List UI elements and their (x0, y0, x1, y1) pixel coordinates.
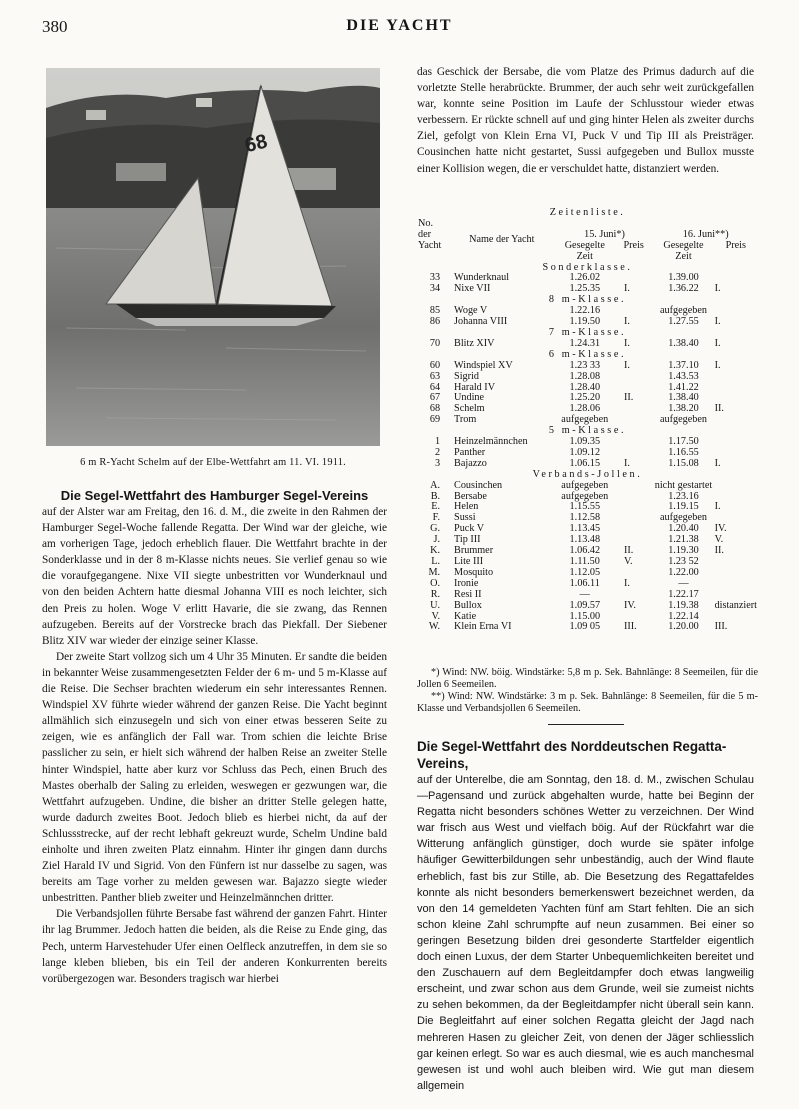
paragraph: auf der Alster war am Freitag, den 16. d. M., die zweite in den Rahmen der Hamburger Segel-Woche fallende Regatta. Der Wind war der gleiche, wie am vorherigen Tage, jedoch erheblich flauer. Die Wettfahrt brachte in der Sonderklasse und in der 8 m-Klasse nichts neues. Sie verlief genau so wie die voraufgegangene. Nixe VII siegte unbestritten vor Wunderknaul und von den beiden Achtern hatte diesmal Johanna VIII es noch leichter, sich den Preis zu holen. Woge V erlitt Havarie, die sie zwang, das Rennen aufzugeben. Bereits auf der Vorstrecke brach das Piekfall. Der Siebener Blitz XIV war wieder der einzige seiner Klasse. (42, 506, 387, 647)
time-day1: — (579, 588, 590, 600)
time-day2: 1.23 52 (668, 556, 699, 567)
prize-day1 (614, 273, 653, 284)
running-title: DIE YACHT (346, 17, 453, 34)
yacht-number: 3 (434, 457, 441, 469)
time-day2: 1.17.50 (668, 436, 699, 448)
time-day2: — (678, 577, 689, 589)
paragraph: Die Verbandsjollen führte Bersabe fast während der ganzen Fahrt. Hinter ihr lag Brummer. Jedoch hatten die beiden, als die Reise zu Ende ging, das Pech, unterm Harvestehuder Ufer einen Oelfleck anzutreffen, in dem sie so lange kleben blieben, bis ein Teil der anderen Konkurrenten bereits vorübergezogen war. Besonders tragisch war hierbei (42, 908, 387, 985)
prize-day1 (614, 513, 653, 524)
col-header-name: Name der Yacht (469, 234, 535, 246)
time-day2: aufgegeben (659, 414, 707, 426)
yacht-name: Undine (454, 392, 485, 404)
time-day1: 1.26.02 (569, 272, 601, 284)
prize-day2 (714, 568, 758, 579)
prize-day2: V. (714, 534, 724, 546)
table-row (417, 622, 758, 633)
yacht-number: 63 (429, 370, 441, 382)
prize-day2 (714, 557, 758, 568)
time-day2: 1.19.30 (668, 545, 699, 557)
yacht-name: Woge V (454, 305, 488, 317)
yacht-number: 2 (434, 446, 441, 458)
yacht-photo-image (46, 68, 380, 446)
table-row (417, 601, 758, 612)
time-day2: 1.38.40 (668, 337, 699, 349)
time-day1: 1.06.15 (569, 457, 601, 469)
yacht-name: Cousinchen (454, 479, 503, 491)
time-day1: 1.15.00 (569, 610, 601, 622)
yacht-name: Harald IV (454, 381, 496, 393)
yacht-name: Katie (454, 610, 477, 622)
prize-day2: I. (714, 359, 721, 371)
prize-day1: I. (623, 577, 630, 589)
col-header-prize: Preis (623, 239, 644, 251)
prize-day2: I. (714, 283, 721, 295)
yacht-number: 1 (434, 436, 441, 448)
col-header-time-b: Zeit (675, 250, 692, 262)
time-day2: 1.38.40 (668, 392, 699, 404)
table-row (417, 361, 758, 372)
prize-day1 (614, 383, 653, 394)
yacht-number: G. (430, 523, 441, 535)
yacht-name: Helen (454, 501, 479, 513)
table-row (417, 372, 758, 383)
prize-day1: I. (623, 457, 630, 469)
yacht-name: Windspiel XV (454, 359, 513, 371)
prize-day1 (614, 590, 653, 601)
time-day2: 1.22.17 (668, 588, 699, 600)
prize-day1 (614, 306, 653, 317)
article-title: Die Segel-Wettfahrt des Hamburger Segel-Vereins (60, 488, 369, 503)
prize-day1 (614, 437, 653, 448)
sail-number: 68 (242, 130, 270, 158)
time-day1: 1.19.50 (569, 316, 601, 328)
yacht-name: Puck V (454, 523, 485, 535)
prize-day2 (714, 372, 758, 383)
prize-day1 (614, 448, 653, 459)
prize-day2: I. (714, 316, 721, 328)
yacht-number: W. (428, 621, 441, 633)
yacht-number: 69 (429, 414, 441, 426)
yacht-name: Panther (454, 446, 486, 458)
prize-day2 (714, 437, 758, 448)
class-heading: 8 m-Klasse. (548, 294, 627, 306)
prize-day1: V. (623, 556, 633, 567)
time-day2: 1.20.40 (668, 523, 699, 535)
yacht-number: O. (430, 577, 441, 589)
prize-day1: III. (623, 621, 637, 633)
figure-caption: 6 m R-Yacht Schelm auf der Elbe-Wettfahrt am 11. VI. 1911. (80, 457, 346, 468)
time-day1: 1.09.12 (569, 446, 601, 458)
yacht-name: Bullox (454, 599, 482, 611)
prize-day2: II. (714, 403, 724, 415)
prize-day2 (714, 481, 758, 492)
prize-day2 (714, 590, 758, 601)
class-heading: 6 m-Klasse. (548, 348, 627, 360)
time-day2: aufgegeben (659, 512, 707, 524)
col-header-prize: Preis (725, 239, 746, 251)
prize-day1 (614, 404, 653, 415)
yacht-name: Lite III (454, 556, 484, 567)
col-header-no-b: Yacht (418, 239, 442, 251)
time-day2: 1.21.38 (668, 534, 699, 546)
yacht-number: 86 (429, 316, 441, 328)
prize-day2 (714, 415, 758, 426)
yacht-number: A. (430, 479, 441, 491)
time-day1: 1.09.57 (569, 599, 601, 611)
page-number: 380 (42, 17, 68, 36)
prize-day1 (614, 502, 653, 513)
yacht-number: V. (431, 610, 441, 622)
time-day2: 1.38.20 (668, 403, 699, 415)
article-hamburger-column (42, 487, 387, 987)
yacht-name: Johanna VIII (454, 316, 508, 328)
yacht-name: Sigrid (454, 370, 479, 382)
time-day1: 1.28.08 (569, 370, 601, 382)
yacht-name: Klein Erna VI (454, 621, 512, 633)
yacht-number: 34 (429, 283, 441, 295)
prize-day2: III. (714, 621, 728, 633)
class-heading: 5 m-Klasse. (548, 425, 627, 437)
time-day1: 1.25.35 (569, 283, 601, 295)
time-day1: aufgegeben (561, 479, 609, 491)
article-title: Die Segel-Wettfahrt des Norddeutschen Regatta-Vereins, (417, 739, 727, 771)
yacht-name: Brummer (454, 545, 494, 557)
time-day1: 1.15.55 (569, 501, 601, 513)
time-day2: 1.22.00 (668, 566, 699, 578)
col-header-time-a: Gesegelte (663, 239, 704, 251)
prize-day1 (614, 372, 653, 383)
time-day1: 1.28.40 (569, 381, 601, 393)
yacht-number: 60 (429, 359, 441, 371)
table-row (417, 481, 758, 492)
time-day2: nicht gestartet (654, 479, 713, 491)
prize-day1 (614, 568, 653, 579)
table-row (417, 590, 758, 601)
yacht-photograph (46, 68, 380, 446)
yacht-name: Blitz XIV (454, 337, 495, 349)
time-day1: 1.25.20 (569, 392, 601, 404)
yacht-name: Tip III (454, 534, 481, 546)
time-day1: 1.12.05 (569, 566, 601, 578)
time-day2: 1.19.15 (668, 501, 699, 513)
yacht-number: 64 (429, 381, 441, 393)
table-footnotes (417, 667, 758, 715)
class-heading: Sonderklasse. (542, 261, 633, 273)
time-day2: 1.27.55 (668, 316, 699, 328)
yacht-name: Nixe VII (454, 283, 491, 295)
yacht-name: Mosquito (454, 566, 494, 578)
section-divider (548, 724, 624, 725)
prize-day1: II. (623, 545, 634, 557)
page-header (42, 17, 757, 41)
time-day1: 1.28.06 (569, 403, 601, 415)
prize-day1: II. (623, 392, 634, 404)
footnote: **) Wind: NW. Windstärke: 3 m p. Sek. Bahnlänge: 8 Seemeilen, für die 5 m-Klasse und Verbandsjollen 6 Seemeilen. (417, 691, 758, 714)
yacht-name: Resi II (454, 588, 482, 600)
time-day2: 1.19.38 (668, 599, 699, 611)
yacht-number: 68 (429, 403, 441, 415)
time-day2: 1.39.00 (668, 272, 699, 284)
yacht-number: F. (432, 512, 441, 524)
yacht-name: Heinzelmännchen (454, 436, 528, 448)
yacht-number: J. (433, 534, 441, 546)
prize-day1: I. (623, 337, 630, 349)
time-day2: 1.16.55 (668, 446, 699, 458)
yacht-number: E. (431, 501, 441, 513)
time-day2: 1.41.22 (668, 381, 699, 393)
time-day1: 1.12.58 (569, 512, 601, 524)
prize-day2 (714, 383, 758, 394)
prize-day1 (614, 535, 653, 546)
time-day2: 1.36.22 (668, 283, 699, 295)
yacht-name: Wunderknaul (454, 272, 510, 284)
prize-day2: I. (714, 501, 721, 513)
prize-day2: I. (714, 457, 721, 469)
time-day1: 1.09.35 (569, 436, 601, 448)
table-title: Zeitenliste. (549, 207, 626, 218)
yacht-number: K. (430, 545, 441, 557)
article-norddeutsch-column (417, 738, 754, 1094)
prize-day1 (614, 481, 653, 492)
yacht-number: B. (430, 490, 441, 502)
yacht-number: 33 (429, 272, 441, 284)
paragraph: auf der Unterelbe, die am Sonntag, den 18. d. M., zwischen Schulau—Pagensand und zurück abgehalten wurde, hatte bei Beginn der Regatta nicht besonders schönes Wetter zu verzeichnen. Der Wind war frisch aus West und vielfach böig. Auf der Rückfahrt war die Witterung anfänglich günstiger, doch wurde sie später infolge häufiger Gewitterbildungen sehr unbeständig, auch der Wind flaute erheblich, fast bis zur Stille, ab. Die Besetzung des Regattafeldes konnte als nicht besonders bemerkenswert bezeichnet werden, da von den 14 gemeldeten Yachten fünf am Start fehlten. Die an sich schon kleine Zahl schrumpfte auf neun zusammen. Bei einer so geringen Besetzung bilden drei gesonderte Startfelder eigentlich doch einen Luxus, der dem Starter Unbequemlichkeiten bereitet und den Zuschauern auf dem Begleitdampfer doch etwas langweilig erscheint, und zwar schon aus dem Grunde, weil sie zumeist nichts zu sehen bekommen, da der Begleitdampfer nicht überall sein kann. Die Begleitfahrt auf einer solchen Regatta gleicht der Jagd nach mehreren Hasen zu gleicher Zeit, von denen der Jäger schliesslich gar keinen erlegt. So war es auch diesmal, wie es auch manchesmal gewesen ist und wohl auch bleiben wird. Wie gut man diesem allgemein (417, 774, 754, 1092)
time-day2: 1.37.10 (668, 359, 699, 371)
time-day1: 1.06.42 (569, 545, 601, 557)
yacht-number: M. (428, 566, 441, 578)
yacht-number: 70 (429, 337, 441, 349)
time-day1: 1.23 33 (569, 359, 601, 371)
prize-day2: I. (714, 337, 721, 349)
time-day1: 1.09 05 (569, 621, 601, 633)
time-day1: aufgegeben (561, 490, 609, 502)
yacht-name: Schelm (454, 403, 485, 415)
prize-day2: distanziert (714, 599, 757, 611)
time-day2: 1.20.00 (668, 621, 699, 633)
yacht-number: 67 (429, 392, 441, 404)
time-day1: aufgegeben (561, 414, 609, 426)
yacht-number: R. (430, 588, 441, 600)
paragraph: das Geschick der Bersabe, die vom Platze des Primus dadurch auf die vorletzte Stelle herabrückte. Brummer, der auch sehr weit zurückgefallen war, konnte seine Position im Laufe der Schlusstour wieder etwas verbessern. Er rückte schnell auf und ging hinter Helen als zweiter durchs Ziel, gefolgt von Klein Erna VI, Puck V und Tip III als Preisträger. Cousinchen hatte nicht gestartet, Sussi aufgegeben und Bullox musste einer Kollision wegen, die er verschuldet hatte, distanziert werden. (417, 66, 754, 175)
time-day2: 1.43.53 (668, 370, 699, 382)
col-header-day1: 15. Juni*) (584, 228, 625, 240)
time-day1: 1.24.31 (569, 337, 601, 349)
results-table (417, 208, 758, 633)
yacht-name: Bersabe (454, 490, 487, 502)
yacht-number: L. (431, 556, 441, 567)
prize-day2: II. (714, 545, 724, 557)
col-header-day2: 16. Juni**) (682, 228, 729, 240)
yacht-name: Bajazzo (454, 457, 487, 469)
time-day2: 1.23.16 (668, 490, 699, 502)
time-day1: 1.13.48 (569, 534, 601, 546)
time-day1: 1.13.45 (569, 523, 601, 535)
col-header-time-b: Zeit (576, 250, 593, 262)
time-day1: 1.06.11 (569, 577, 600, 589)
footnote: *) Wind: NW. böig. Windstärke: 5,8 m p. Sek. Bahnlänge: 8 Seemeilen, für die Jollen 6 Seemeilen. (417, 667, 758, 690)
paragraph: Der zweite Start vollzog sich um 4 Uhr 35 Minuten. Er sandte die beiden in bekannter Weise zusammengesetzten Felder der 6 m- und 5 m-Klasse auf die Reise. Die Sechser brachten wiederum ein sehr interessantes Rennen. Windspiel XV führte wieder während der ganzen Reise. Die Yacht beginnt allmählich sich einzusegeln und sich von einer etwas besseren Seite zu zeigen, wie es anfänglich der Fall war. Trom schien die leichte Brise passlicher zu sein, er hielt sich während der halben Reise an zweiter Stelle hinter Windspiel, hatte aber kurz vor Schluss das Pech, einen Bruch des Mastes oberhalb der Saling zu erleiden, weswegen er gezwungen war, die Wettfahrt aufzugeben. Undine, die bisher an dritter Stelle gelegen hatte, wurde dadurch zweites Boot. Jedoch blieb es hierbei nicht, da auf der Schlussstrecke, auf der recht lebhaft gekreuzt wurde, Schelm Undine bald einholte und ihren zweiten Platz einnahm. Hinter ihr gingen dann durchs Ziel Harald IV und Sigrid. Von den Fünfern ist nur dasselbe zu sagen, was bereits am Tage vorher zu melden gewesen war. Bajazzo siegte wieder unbestritten. Panther blieb zweiter und Heinzelmännchen dritter. (42, 650, 387, 905)
yacht-number: U. (430, 599, 441, 611)
time-day1: 1.22.16 (569, 305, 601, 317)
yacht-name: Trom (454, 414, 477, 426)
time-day2: 1.22.14 (668, 610, 699, 622)
article-continuation (417, 64, 754, 177)
class-heading: 7 m-Klasse. (548, 326, 627, 338)
prize-day1: I. (623, 316, 630, 328)
time-day1: 1.11.50 (569, 556, 600, 567)
class-heading: Verbands-Jollen. (532, 468, 643, 480)
yacht-name: Ironie (454, 577, 479, 589)
yacht-number: 85 (429, 305, 441, 317)
col-header-time-a: Gesegelte (564, 239, 605, 251)
prize-day2: IV. (714, 523, 727, 535)
time-day2: 1.15.08 (668, 457, 699, 469)
prize-day1 (614, 524, 653, 535)
prize-day2 (714, 579, 758, 590)
col-header-no-a: No. der (418, 217, 433, 240)
prize-day1: IV. (623, 599, 636, 611)
prize-day1: I. (623, 359, 630, 371)
yacht-name: Sussi (454, 512, 476, 524)
prize-day1: I. (623, 283, 630, 295)
prize-day1 (614, 492, 653, 503)
time-day2: aufgegeben (659, 305, 707, 317)
